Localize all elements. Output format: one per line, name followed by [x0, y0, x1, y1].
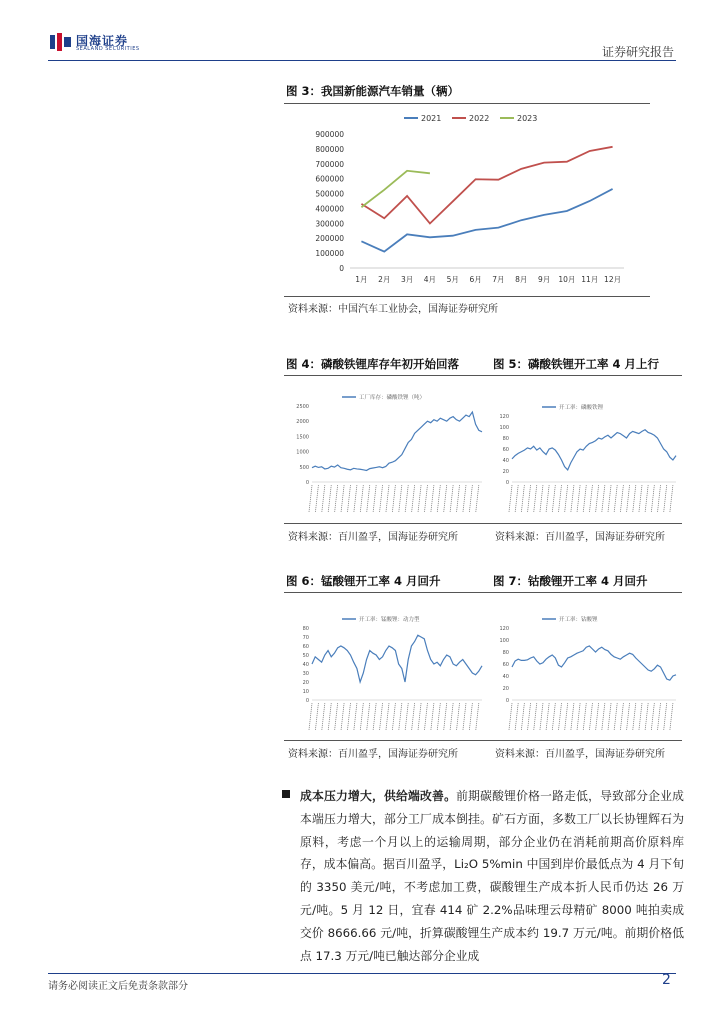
x-tick-label: 10月: [558, 275, 576, 284]
x-tick-mark: [627, 703, 630, 730]
x-tick-mark: [431, 485, 434, 512]
y-tick-label: 40: [502, 674, 509, 680]
fig3-source: 资料来源：中国汽车工业协会，国海证券研究所: [288, 304, 498, 315]
x-tick-mark: [341, 485, 344, 512]
x-tick-mark: [450, 703, 453, 730]
x-tick-mark: [354, 703, 357, 730]
x-tick-mark: [405, 703, 408, 730]
x-tick-mark: [424, 703, 427, 730]
x-tick-mark: [627, 485, 630, 512]
y-tick-label: 700000: [315, 159, 344, 169]
x-tick-mark: [457, 703, 460, 730]
fig3-title: 图 3：我国新能源汽车销量（辆）: [286, 84, 460, 98]
x-tick-mark: [322, 703, 325, 730]
x-tick-mark: [354, 485, 357, 512]
y-tick-label: 1000: [296, 449, 309, 456]
x-tick-mark: [583, 703, 586, 730]
x-tick-mark: [614, 703, 617, 730]
x-tick-mark: [528, 703, 531, 730]
x-tick-mark: [335, 703, 338, 730]
body-paragraph: [300, 785, 684, 967]
x-tick-mark: [540, 703, 543, 730]
series-line: [312, 412, 482, 470]
y-tick-label: 70: [302, 635, 309, 641]
x-tick-mark: [577, 703, 580, 730]
x-tick-mark: [347, 485, 350, 512]
y-tick-label: 0: [305, 480, 309, 486]
x-tick-mark: [309, 703, 312, 730]
fig67-top-rule: [284, 592, 682, 593]
x-tick-mark: [515, 703, 518, 730]
x-tick-mark: [639, 703, 642, 730]
fig3-top-rule: [284, 103, 650, 104]
x-tick-mark: [509, 703, 512, 730]
x-tick-mark: [565, 485, 568, 512]
y-tick-label: 80: [302, 626, 309, 632]
logo-en: SEALAND SECURITIES: [76, 46, 140, 52]
legend-label: 工厂库存：磷酸铁锂（吨）: [359, 395, 426, 401]
x-tick-mark: [608, 703, 611, 730]
y-tick-label: 800000: [315, 144, 344, 154]
y-tick-label: 500000: [315, 189, 344, 199]
y-tick-label: 100: [499, 638, 509, 644]
x-tick-mark: [367, 703, 370, 730]
x-tick-mark: [583, 485, 586, 512]
x-tick-mark: [437, 485, 440, 512]
x-tick-mark: [589, 485, 592, 512]
x-tick-label: 7月: [492, 275, 505, 284]
x-tick-mark: [608, 485, 611, 512]
y-tick-label: 300000: [315, 219, 344, 229]
footer-disclaimer: 请务必阅读正文后免责条款部分: [48, 981, 188, 992]
report-type: 证券研究报告: [601, 45, 674, 59]
body-lead: 成本压力增大，供给端改善。: [300, 789, 457, 803]
fig4-source: 资料来源：百川盈孚，国海证券研究所: [288, 532, 458, 543]
x-tick-mark: [534, 485, 537, 512]
x-tick-mark: [309, 485, 312, 512]
x-tick-mark: [614, 485, 617, 512]
fig5-source: 资料来源：百川盈孚，国海证券研究所: [495, 532, 665, 543]
x-tick-mark: [658, 485, 661, 512]
x-tick-mark: [418, 485, 421, 512]
x-tick-mark: [645, 703, 648, 730]
x-tick-mark: [521, 703, 524, 730]
fig4-title: 图 4：磷酸铁锂库存年初开始回落: [286, 357, 460, 371]
y-tick-label: 40: [302, 662, 309, 668]
series-line: [512, 430, 676, 470]
x-tick-mark: [380, 703, 383, 730]
x-tick-mark: [386, 703, 389, 730]
y-tick-label: 20: [502, 686, 509, 692]
x-tick-mark: [620, 485, 623, 512]
series-line: [312, 635, 482, 682]
x-tick-mark: [534, 703, 537, 730]
x-tick-mark: [347, 703, 350, 730]
x-tick-mark: [664, 703, 667, 730]
fig7-source: 资料来源：百川盈孚，国海证券研究所: [495, 749, 665, 760]
y-tick-label: 0: [505, 480, 509, 486]
x-tick-label: 8月: [515, 275, 528, 284]
x-tick-mark: [335, 485, 338, 512]
x-tick-mark: [546, 485, 549, 512]
fig67-bottom-rule: [284, 740, 682, 741]
x-tick-mark: [328, 485, 331, 512]
footer-divider: [48, 973, 676, 974]
y-tick-label: 80: [502, 436, 509, 442]
y-tick-label: 10: [302, 689, 309, 695]
y-tick-label: 0: [305, 698, 309, 704]
x-tick-mark: [639, 485, 642, 512]
y-tick-label: 200000: [315, 234, 344, 244]
logo-cn: 国海证券: [76, 34, 129, 48]
x-tick-mark: [521, 485, 524, 512]
x-tick-mark: [392, 485, 395, 512]
legend-label-2022: 2022: [469, 114, 490, 123]
x-tick-mark: [633, 485, 636, 512]
x-tick-label: 3月: [400, 275, 414, 284]
x-tick-mark: [602, 703, 605, 730]
x-tick-mark: [645, 485, 648, 512]
legend-label: 开工率：钴酸锂: [559, 617, 598, 623]
x-tick-mark: [552, 485, 555, 512]
x-tick-mark: [373, 703, 376, 730]
x-tick-mark: [596, 485, 599, 512]
x-tick-mark: [571, 485, 574, 512]
x-tick-mark: [341, 703, 344, 730]
y-tick-label: 100: [499, 425, 509, 431]
page-number: 2: [662, 972, 671, 988]
x-tick-mark: [589, 703, 592, 730]
x-tick-mark: [552, 703, 555, 730]
x-tick-mark: [620, 703, 623, 730]
y-tick-label: 20: [302, 680, 309, 686]
x-tick-mark: [651, 703, 654, 730]
x-tick-mark: [315, 703, 318, 730]
x-tick-mark: [658, 703, 661, 730]
x-tick-mark: [509, 485, 512, 512]
x-tick-mark: [392, 703, 395, 730]
y-tick-label: 60: [502, 662, 509, 668]
x-tick-mark: [463, 703, 466, 730]
x-tick-label: 1月: [355, 275, 368, 284]
x-tick-mark: [328, 703, 331, 730]
x-tick-mark: [540, 485, 543, 512]
x-tick-mark: [577, 485, 580, 512]
x-tick-mark: [670, 703, 673, 730]
y-tick-label: 60: [502, 447, 509, 453]
x-tick-mark: [405, 485, 408, 512]
fig4-chart: [290, 390, 490, 522]
x-tick-mark: [412, 703, 415, 730]
header-divider: [48, 60, 676, 61]
x-tick-mark: [367, 485, 370, 512]
y-tick-label: 2500: [296, 404, 309, 410]
x-tick-mark: [469, 703, 472, 730]
legend-label: 开工率：磷酸铁锂: [559, 405, 604, 411]
bullet-icon: [282, 790, 290, 798]
series-line: [512, 646, 676, 680]
fig45-bottom-rule: [284, 523, 682, 524]
x-tick-label: 6月: [469, 275, 482, 284]
x-tick-mark: [412, 485, 415, 512]
x-tick-mark: [386, 485, 389, 512]
fig6-chart: [290, 612, 490, 740]
x-tick-mark: [360, 485, 363, 512]
x-tick-mark: [444, 703, 447, 730]
y-tick-label: 100000: [315, 249, 344, 259]
x-tick-mark: [450, 485, 453, 512]
fig7-title: 图 7：钴酸锂开工率 4 月回升: [493, 574, 648, 588]
fig6-title: 图 6：锰酸锂开工率 4 月回升: [286, 574, 441, 588]
y-tick-label: 600000: [315, 174, 344, 184]
x-tick-mark: [399, 703, 402, 730]
fig5-chart: [490, 400, 684, 522]
fig45-top-rule: [284, 375, 682, 376]
body-text: 前期碳酸锂价格一路走低，导致部分企业成本端压力增大，部分工厂成本倒挂。矿石方面，多数工厂以长协锂辉石为原料，考虑一个月以上的运输周期，部分企业仍在消耗前期高价原料库存，成本偏高。据百川盈孚，Li₂O 5%min 中国到岸价最低点为 4 月下旬的 3350 美元/吨，不考虑加工费，碳酸锂生产成本折人民币仍达 26 万元/吨。5 月 12 日，宜春 414 矿 2.2%品味理云母精矿 8000 吨拍卖成交价 8666.66 元/吨，折算碳酸锂生产成本约 19.7 万元/吨。前期价格低点 17.3 万元/吨已触达部分企业成: [300, 789, 684, 963]
y-tick-label: 120: [499, 626, 509, 632]
x-tick-mark: [476, 485, 479, 512]
x-tick-mark: [546, 703, 549, 730]
y-tick-label: 0: [339, 264, 344, 273]
x-tick-mark: [670, 485, 673, 512]
x-tick-mark: [360, 703, 363, 730]
y-tick-label: 60: [302, 644, 309, 650]
y-tick-label: 30: [302, 671, 309, 677]
x-tick-mark: [565, 703, 568, 730]
x-tick-mark: [437, 703, 440, 730]
x-tick-mark: [373, 485, 376, 512]
fig7-chart: [490, 612, 684, 740]
fig3-bottom-rule: [284, 296, 650, 297]
fig6-source: 资料来源：百川盈孚，国海证券研究所: [288, 749, 458, 760]
y-tick-label: 120: [499, 414, 509, 420]
y-tick-label: 500: [299, 464, 309, 471]
legend-label-2023: 2023: [517, 114, 538, 123]
x-tick-label: 11月: [581, 275, 599, 284]
x-tick-mark: [476, 703, 479, 730]
x-tick-mark: [664, 485, 667, 512]
legend-label-2021: 2021: [421, 114, 442, 123]
x-tick-mark: [463, 485, 466, 512]
x-tick-mark: [469, 485, 472, 512]
series-line-2021: [361, 189, 612, 252]
x-tick-mark: [380, 485, 383, 512]
x-tick-label: 9月: [537, 275, 551, 284]
x-tick-mark: [444, 485, 447, 512]
x-tick-mark: [602, 485, 605, 512]
x-tick-label: 4月: [423, 275, 437, 284]
y-tick-label: 400000: [315, 204, 344, 214]
x-tick-mark: [418, 703, 421, 730]
sealand-logo-icon: [50, 33, 72, 51]
y-tick-label: 900000: [315, 130, 344, 139]
x-tick-mark: [399, 485, 402, 512]
y-tick-label: 2000: [296, 419, 309, 426]
x-tick-mark: [651, 485, 654, 512]
y-tick-label: 1500: [296, 434, 309, 441]
x-tick-mark: [528, 485, 531, 512]
x-tick-mark: [633, 703, 636, 730]
x-tick-mark: [596, 703, 599, 730]
x-tick-label: 2月: [378, 275, 391, 284]
fig3-chart: [284, 106, 650, 296]
y-tick-label: 40: [502, 458, 509, 464]
x-tick-mark: [571, 703, 574, 730]
x-tick-mark: [424, 485, 427, 512]
fig5-title: 图 5：磷酸铁锂开工率 4 月上行: [493, 357, 660, 371]
legend-label: 开工率：锰酸锂：动力型: [359, 617, 420, 623]
y-tick-label: 20: [502, 469, 509, 475]
x-tick-label: 12月: [604, 275, 622, 284]
x-tick-mark: [559, 485, 562, 512]
x-tick-mark: [431, 703, 434, 730]
series-line-2023: [361, 171, 430, 207]
x-tick-mark: [315, 485, 318, 512]
x-tick-mark: [457, 485, 460, 512]
y-tick-label: 80: [502, 650, 509, 656]
x-tick-mark: [515, 485, 518, 512]
y-tick-label: 0: [505, 698, 509, 704]
x-tick-mark: [559, 703, 562, 730]
x-tick-mark: [322, 485, 325, 512]
x-tick-label: 5月: [446, 275, 459, 284]
y-tick-label: 50: [302, 653, 309, 659]
series-line-2022: [361, 147, 612, 224]
